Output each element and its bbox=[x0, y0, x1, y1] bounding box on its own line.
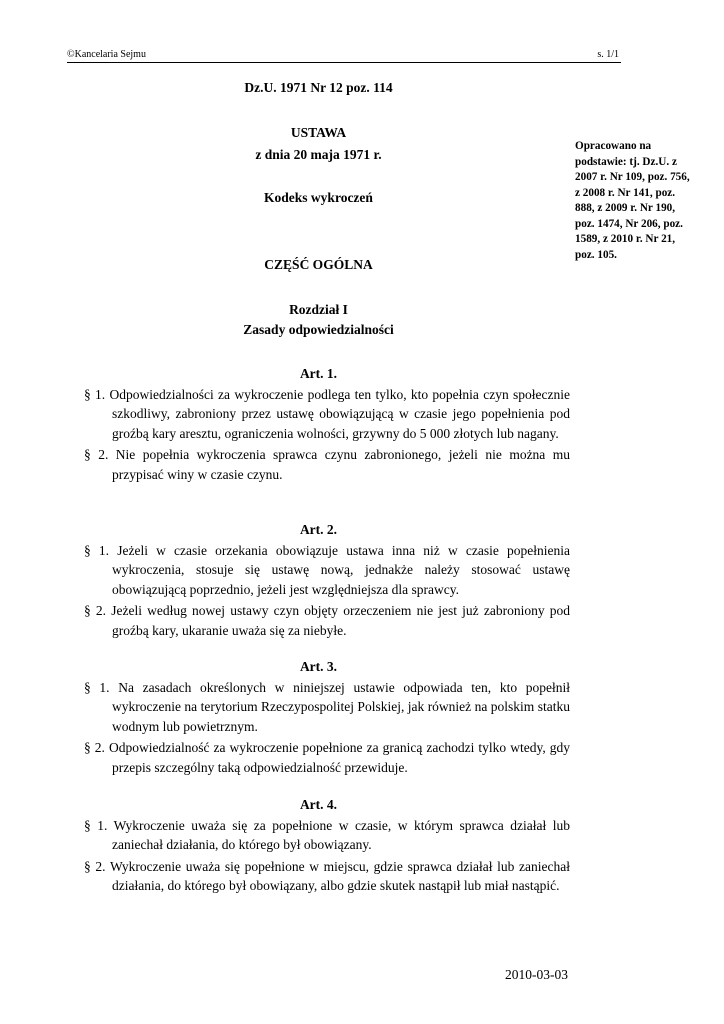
page-header bbox=[67, 47, 621, 63]
article-2-title: Art. 2. bbox=[299, 522, 338, 537]
doc-title: Kodeks wykroczeń bbox=[264, 190, 373, 205]
doc-type: USTAWA bbox=[290, 125, 347, 140]
chapter-heading: Rozdział I bbox=[289, 302, 348, 317]
article-2-paragraph-1: § 1. Jeżeli w czasie orzekania obowiązuje ustawa inna niż w czasie popełnienia wykroczenia, stosuje się ustawę nową, jednakże należy stosować ustawę obowiązującą poprzednio, jeżeli jest względniejsza dla sprawcy. bbox=[84, 543, 570, 597]
article-1-body bbox=[84, 385, 570, 484]
chapter-title: Zasady odpowiedzialności bbox=[243, 322, 394, 337]
doc-reference: Dz.U. 1971 Nr 12 poz. 114 bbox=[244, 80, 393, 95]
source-note: Opracowano na podstawie: tj. Dz.U. z 2007 r. Nr 109, poz. 756, z 2008 r. Nr 141, poz. 888, z 2009 r. Nr 190, poz. 1474, Nr 206, poz. 1589, z 2010 r. Nr 21, poz. 105. bbox=[575, 140, 690, 261]
header-publisher: ©Kancelaria Sejmu bbox=[67, 49, 146, 60]
article-1-title: Art. 1. bbox=[299, 366, 338, 381]
article-3-body bbox=[84, 678, 570, 777]
article-4-body bbox=[84, 816, 570, 896]
article-4-paragraph-1: § 1. Wykroczenie uważa się za popełnione w czasie, w którym sprawca działał lub zaniechał działania, do którego był obowiązany. bbox=[84, 818, 570, 853]
article-2-paragraph-2: § 2. Jeżeli według nowej ustawy czyn objęty orzeczeniem nie jest już zabroniony pod groźbą kary, ukaranie uważa się za niebyłe. bbox=[84, 603, 570, 638]
footer-date: 2010-03-03 bbox=[505, 967, 568, 982]
article-1-paragraph-1: § 1. Odpowiedzialności za wykroczenie podlega ten tylko, kto popełnia czyn społecznie szkodliwy, zabroniony przez ustawę obowiązującą w czasie jego popełnienia pod groźbą kary aresztu, ograniczenia wolności, grzywny do 5 000 złotych lub nagany. bbox=[84, 387, 570, 441]
article-3-paragraph-1: § 1. Na zasadach określonych w niniejszej ustawie odpowiada ten, kto popełnił wykroczenie na terytorium Rzeczypospolitej Polskiej, jak również na polskim statku wodnym lub powietrznym. bbox=[84, 680, 570, 734]
article-2-body bbox=[84, 541, 570, 640]
article-3-paragraph-2: § 2. Odpowiedzialność za wykroczenie popełnione za granicą zachodzi tylko wtedy, gdy przepis szczególny taką odpowiedzialność przewiduje. bbox=[84, 740, 570, 775]
article-4-paragraph-2: § 2. Wykroczenie uważa się popełnione w miejscu, gdzie sprawca działał lub zaniechał działania, do którego był obowiązany, albo gdzie skutek nastąpił lub miał nastąpić. bbox=[84, 858, 570, 894]
header-page-number: s. 1/1 bbox=[597, 49, 619, 60]
part-heading: CZĘŚĆ OGÓLNA bbox=[264, 257, 373, 272]
article-4-title: Art. 4. bbox=[299, 797, 338, 812]
article-3-title: Art. 3. bbox=[299, 659, 338, 674]
article-1-paragraph-2: § 2. Nie popełnia wykroczenia sprawca czynu zabronionego, jeżeli nie można mu przypisać winy w czasie czynu. bbox=[84, 447, 570, 482]
doc-date: z dnia 20 maja 1971 r. bbox=[255, 147, 382, 162]
